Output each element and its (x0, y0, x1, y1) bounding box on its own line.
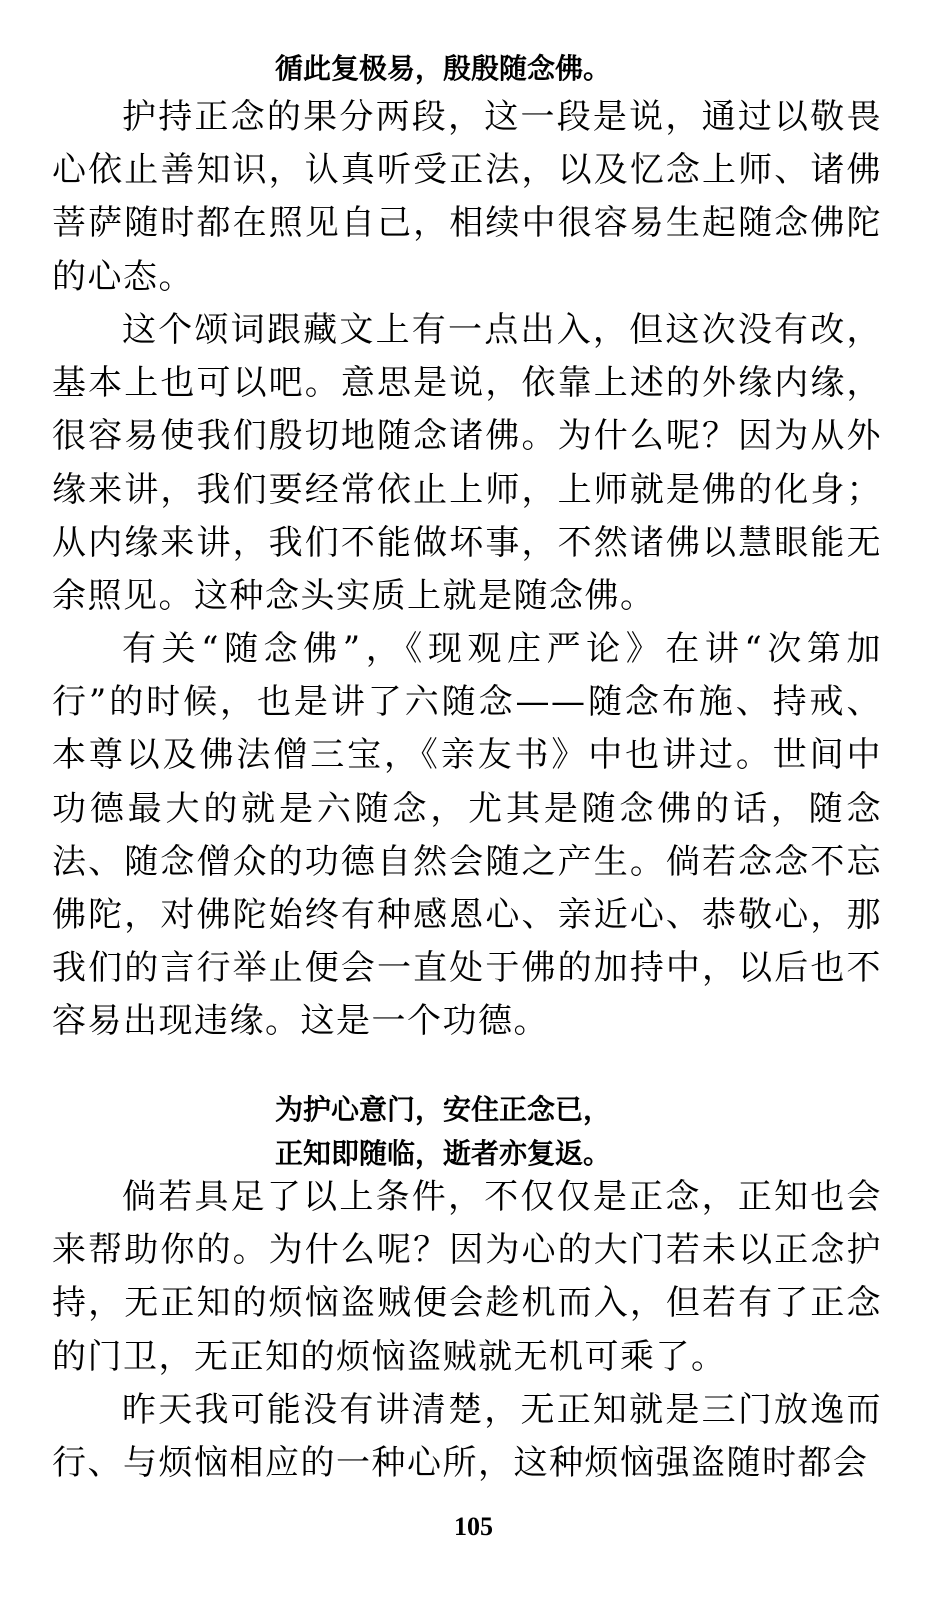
verse-line: 循此复极易，殷殷随念佛。 (275, 52, 612, 85)
verse-line: 为护心意门，安住正念已， (275, 1093, 612, 1126)
paragraph: 昨天我可能没有讲清楚，无正知就是三门放逸而行、与烦恼相应的一种心所，这种烦恼强盗随时都会 (52, 1390, 882, 1484)
verse-block-2 (275, 1088, 611, 1176)
page-number: 105 (454, 1512, 493, 1541)
paragraph: 护持正念的果分两段，这一段是说，通过以敬畏心依止善知识，认真听受正法，以及忆念上师、诸佛菩萨随时都在照见自己，相续中很容易生起随念佛陀的心态。 (52, 97, 882, 297)
paragraph: 这个颂词跟藏文上有一点出入，但这次没有改，基本上也可以吧。意思是说，依靠上述的外缘内缘，很容易使我们殷切地随念诸佛。为什么呢？因为从外缘来讲，我们要经常依止上师，上师就是佛的化身；从内缘来讲，我们不能做坏事，不然诸佛以慧眼能无余照见。这种念头实质上就是随念佛。 (52, 310, 882, 617)
paragraph: 倘若具足了以上条件，不仅仅是正念，正知也会来帮助你的。为什么呢？因为心的大门若未以正念护持，无正知的烦恼盗贼便会趁机而入，但若有了正念的门卫，无正知的烦恼盗贼就无机可乘了。 (52, 1177, 882, 1377)
verse-block-1 (275, 47, 611, 91)
paragraph: 有关“随念佛”，《现观庄严论》在讲“次第加行”的时候，也是讲了六随念——随念布施、持戒、本尊以及佛法僧三宝，《亲友书》中也讲过。世间中功德最大的就是六随念，尤其是随念佛的话，随念法、随念僧众的功德自然会随之产生。倘若念念不忘佛陀，对佛陀始终有种感恩心、亲近心、恭敬心，那我们的言行举止便会一直处于佛的加持中，以后也不容易出现违缘。这是一个功德。 (52, 629, 882, 1042)
verse-line: 正知即随临，逝者亦复返。 (275, 1137, 612, 1170)
